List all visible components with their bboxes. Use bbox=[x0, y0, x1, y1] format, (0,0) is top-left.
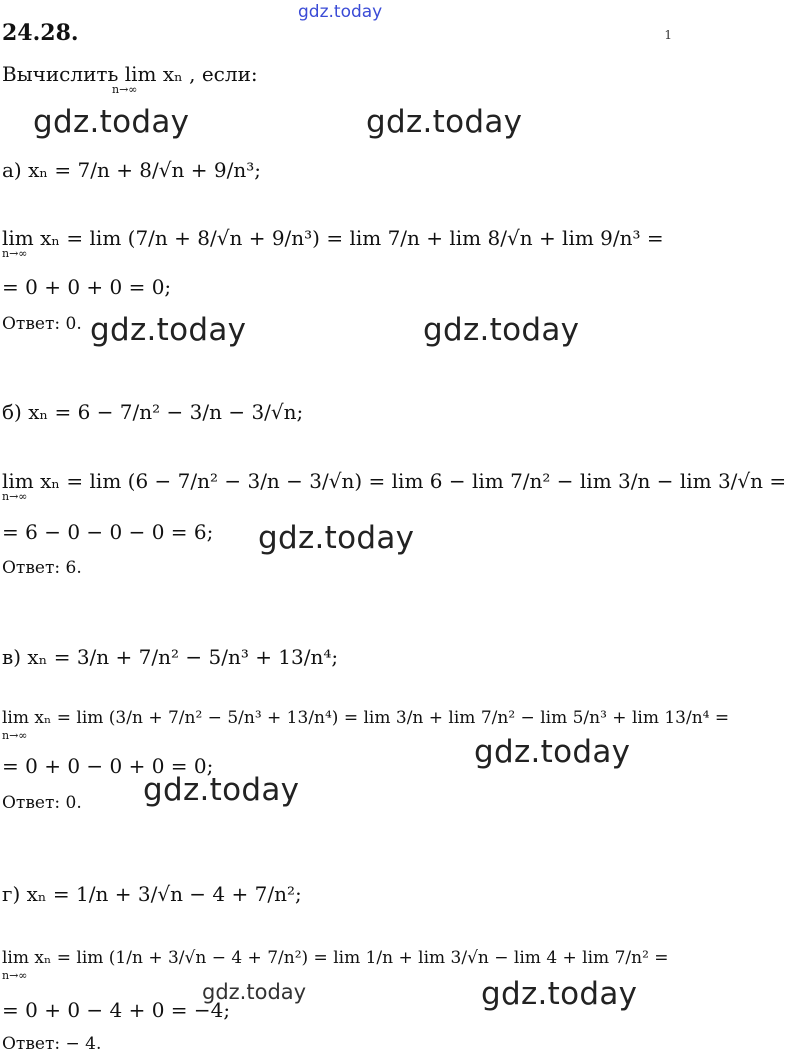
task-text: Вычислить lim xₙ , если: bbox=[2, 62, 258, 86]
part-d-limit: lim xₙ = lim (1/n + 3/√n − 4 + 7/n²) = lim 1/n + lim 3/√n − lim 4 + lim 7/n² = bbox=[2, 948, 669, 968]
watermark: gdz.today bbox=[366, 104, 523, 140]
part-d-result: = 0 + 0 − 4 + 0 = −4; bbox=[2, 998, 231, 1022]
part-a-limit: lim xₙ = lim (7/n + 8/√n + 9/n³) = lim 7/n + lim 8/√n + lim 9/n³ = bbox=[2, 226, 664, 250]
task-limit-sub: n→∞ bbox=[112, 83, 138, 96]
part-c-given: в) xₙ = 3/n + 7/n² − 5/n³ + 13/n⁴; bbox=[2, 645, 339, 669]
part-a-given: а) xₙ = 7/n + 8/√n + 9/n³; bbox=[2, 158, 261, 182]
part-c-limit: lim xₙ = lim (3/n + 7/n² − 5/n³ + 13/n⁴) = lim 3/n + lim 7/n² − lim 5/n³ + lim 13/n⁴ = bbox=[2, 708, 730, 728]
part-c-result: = 0 + 0 − 0 + 0 = 0; bbox=[2, 754, 214, 778]
watermark-small: gdz.today bbox=[202, 980, 307, 1004]
part-b-result: = 6 − 0 − 0 − 0 = 6; bbox=[2, 520, 214, 544]
watermark: gdz.today bbox=[143, 772, 300, 808]
part-c-answer: Ответ: 0. bbox=[2, 793, 82, 813]
task-statement bbox=[2, 62, 258, 96]
problem-number: 24.28. bbox=[2, 20, 79, 46]
part-a-answer: Ответ: 0. bbox=[2, 314, 82, 334]
watermark: gdz.today bbox=[423, 312, 580, 348]
part-d-given: г) xₙ = 1/n + 3/√n − 4 + 7/n²; bbox=[2, 882, 302, 906]
limit-subscript: n→∞ bbox=[2, 969, 28, 982]
watermark: gdz.today bbox=[258, 520, 415, 556]
watermark: gdz.today bbox=[33, 104, 190, 140]
part-b-given: б) xₙ = 6 − 7/n² − 3/n − 3/√n; bbox=[2, 400, 304, 424]
part-b-answer: Ответ: 6. bbox=[2, 558, 82, 578]
limit-subscript: n→∞ bbox=[2, 247, 28, 260]
watermark: gdz.today bbox=[481, 976, 638, 1012]
watermark-top: gdz.today bbox=[298, 2, 383, 22]
watermark: gdz.today bbox=[474, 734, 631, 770]
part-b-limit: lim xₙ = lim (6 − 7/n² − 3/n − 3/√n) = lim 6 − lim 7/n² − lim 3/n − lim 3/√n = bbox=[2, 469, 786, 493]
page-marker: 1 bbox=[664, 28, 672, 42]
limit-subscript: n→∞ bbox=[2, 490, 28, 503]
part-a-result: = 0 + 0 + 0 = 0; bbox=[2, 275, 172, 299]
part-d-answer: Ответ: − 4. bbox=[2, 1034, 102, 1054]
limit-subscript: n→∞ bbox=[2, 729, 28, 742]
watermark: gdz.today bbox=[90, 312, 247, 348]
